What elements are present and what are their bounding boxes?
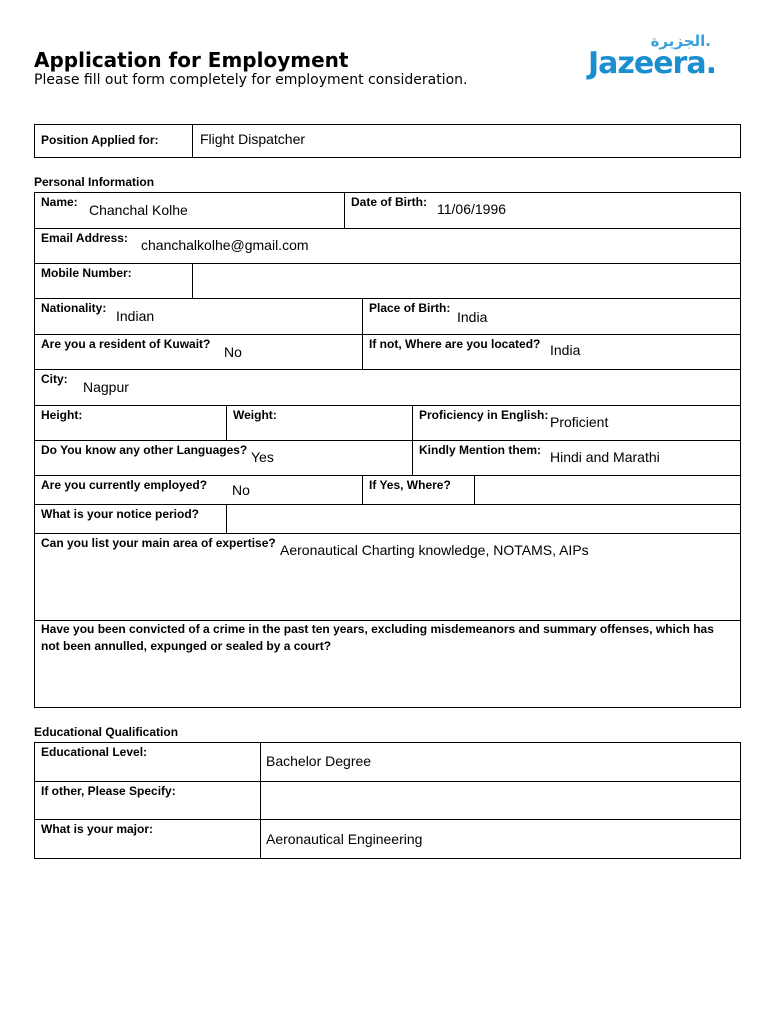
resident-value: No — [224, 344, 242, 360]
english-proficiency-field[interactable] — [412, 405, 741, 441]
dob-value: 11/06/1996 — [437, 201, 507, 217]
languages-field[interactable] — [34, 440, 413, 476]
height-label: Height: — [41, 408, 83, 422]
expertise-label: Can you list your main area of expertise? — [41, 536, 276, 550]
name-field[interactable] — [34, 192, 345, 229]
city-label: City: — [41, 372, 68, 386]
dob-label: Date of Birth: — [351, 195, 427, 209]
position-field[interactable] — [192, 124, 741, 158]
conviction-label: Have you been convicted of a crime in the past ten years, excluding misdemeanors and summary offenses, which has not been annulled, expunged or sealed by a court? — [41, 622, 714, 653]
education-other-field[interactable] — [260, 781, 741, 820]
education-major-label-cell — [34, 819, 261, 859]
place-of-birth-field[interactable] — [362, 298, 741, 335]
personal-info-heading: Personal Information — [34, 175, 155, 189]
employed-value: No — [232, 482, 250, 498]
employed-field[interactable] — [34, 475, 363, 505]
languages-mention-value: Hindi and Marathi — [550, 449, 660, 465]
city-field[interactable] — [34, 369, 741, 406]
conviction-field[interactable] — [34, 620, 741, 708]
position-value: Flight Dispatcher — [200, 131, 306, 147]
position-label: Position Applied for: — [41, 133, 159, 147]
expertise-value: Aeronautical Charting knowledge, NOTAMS, AIPs — [280, 542, 589, 558]
expertise-field[interactable] — [34, 533, 741, 621]
mobile-label-cell — [34, 263, 193, 299]
name-value: Chanchal Kolhe — [89, 202, 188, 218]
education-level-field[interactable] — [260, 742, 741, 782]
education-heading: Educational Qualification — [34, 725, 179, 739]
education-level-label: Educational Level: — [41, 745, 148, 759]
english-proficiency-label: Proficiency in English: — [419, 408, 549, 422]
nationality-field[interactable] — [34, 298, 363, 335]
mobile-field[interactable] — [192, 263, 741, 299]
employed-label: Are you currently employed? — [41, 478, 208, 492]
notice-field[interactable] — [226, 504, 741, 534]
place-of-birth-label: Place of Birth: — [369, 301, 451, 315]
page-subtitle: Please fill out form completely for employment consideration. — [34, 72, 468, 88]
email-value: chanchalkolhe@gmail.com — [141, 237, 309, 253]
notice-label-cell — [34, 504, 227, 534]
languages-value: Yes — [251, 449, 274, 465]
languages-mention-label: Kindly Mention them: — [419, 443, 541, 457]
logo-arabic-text: الجزيرة. — [650, 32, 711, 50]
education-major-value: Aeronautical Engineering — [266, 831, 423, 847]
jazeera-logo — [588, 32, 723, 84]
dob-field[interactable] — [344, 192, 741, 229]
location-value: India — [550, 342, 581, 358]
email-label: Email Address: — [41, 231, 128, 245]
logo-english-text: Jazeera. — [588, 46, 716, 81]
where-field[interactable] — [474, 475, 741, 505]
city-value: Nagpur — [83, 379, 129, 395]
where-label: If Yes, Where? — [369, 478, 451, 492]
location-label: If not, Where are you located? — [369, 337, 541, 351]
resident-label: Are you a resident of Kuwait? — [41, 337, 211, 351]
education-other-label-cell — [34, 781, 261, 820]
nationality-value: Indian — [116, 308, 155, 324]
location-field[interactable] — [362, 334, 741, 370]
english-proficiency-value: Proficient — [550, 414, 609, 430]
notice-label: What is your notice period? — [41, 507, 200, 521]
education-level-value: Bachelor Degree — [266, 753, 372, 769]
position-label-cell — [34, 124, 193, 158]
education-major-field[interactable] — [260, 819, 741, 859]
nationality-label: Nationality: — [41, 301, 107, 315]
languages-mention-field[interactable] — [412, 440, 741, 476]
where-label-cell — [362, 475, 475, 505]
mobile-label: Mobile Number: — [41, 266, 132, 280]
page-title: Application for Employment — [34, 48, 349, 72]
resident-field[interactable] — [34, 334, 363, 370]
height-field[interactable] — [34, 405, 227, 441]
weight-field[interactable] — [226, 405, 413, 441]
education-major-label: What is your major: — [41, 822, 154, 836]
education-other-label: If other, Please Specify: — [41, 784, 176, 798]
languages-label: Do You know any other Languages? — [41, 443, 248, 457]
weight-label: Weight: — [233, 408, 277, 422]
name-label: Name: — [41, 195, 78, 209]
education-level-label-cell — [34, 742, 261, 782]
email-field[interactable] — [34, 228, 741, 264]
place-of-birth-value: India — [457, 309, 488, 325]
